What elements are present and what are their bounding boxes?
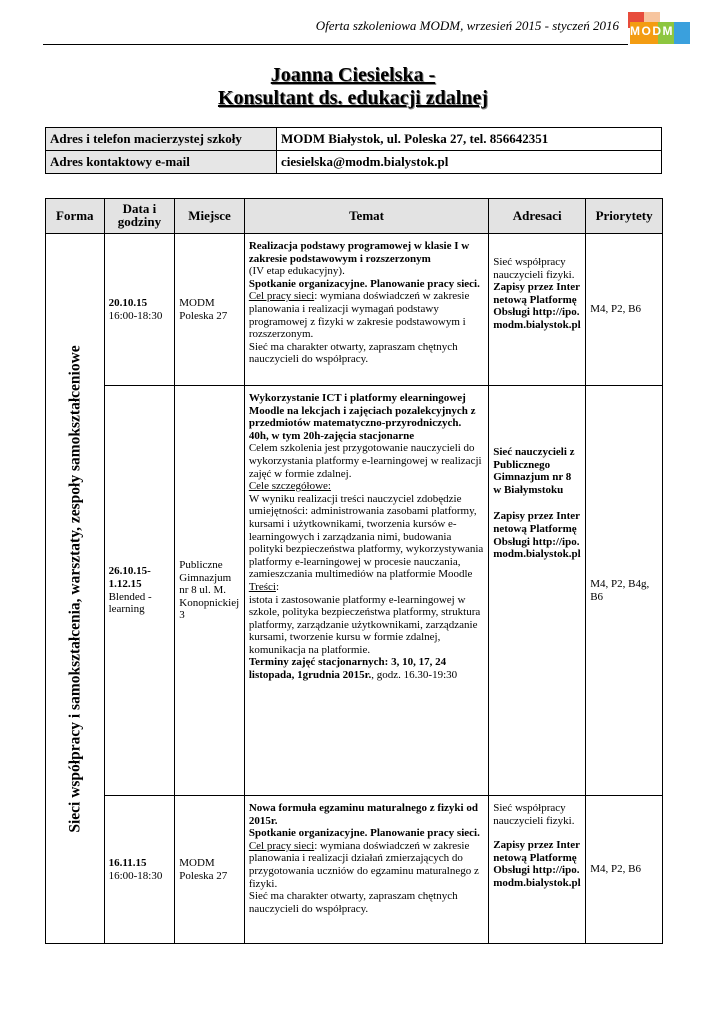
date-hours: 16:00-18:30	[108, 309, 163, 322]
header-place: Miejsce	[175, 199, 245, 234]
contact-table	[45, 127, 662, 174]
date-cell	[104, 796, 175, 944]
place-cell: Publiczne Gimnazjum nr 8 ul. M. Konopnickiej 3	[175, 386, 245, 796]
date-cell	[104, 386, 175, 796]
header-priorities: Priorytety	[586, 199, 663, 234]
topic-goal	[249, 840, 484, 890]
contact-row	[46, 151, 662, 174]
priorities-cell: M4, P2, B6	[586, 234, 663, 386]
header-forma: Forma	[46, 199, 105, 234]
forma-cell	[46, 234, 105, 944]
contact-row	[46, 128, 662, 151]
header-rule	[43, 44, 628, 45]
topic-subheading	[249, 581, 484, 594]
topic-title: Nowa formuła egzaminu maturalnego z fizyki od 2015r.	[248, 802, 478, 827]
table-header-row	[46, 199, 663, 234]
table-row	[46, 234, 663, 386]
date-hours: 16:00-18:30	[108, 869, 163, 882]
spacer	[493, 827, 581, 839]
contact-value: MODM Białystok, ul. Poleska 27, tel. 856642351	[277, 128, 662, 151]
title-line-1: Joanna Ciesielska -	[270, 64, 436, 86]
recipients-cell	[489, 386, 586, 796]
topic-text: Celem szkolenia jest przygotowanie nauczycieli do wykorzystania platformy e-learningowej w realizacji zajęć w formie zdalnej.	[248, 442, 482, 480]
topic-goal	[249, 290, 484, 340]
header-date: Data i godziny	[104, 199, 175, 234]
topic-hours: 40h, w tym 20h-zajęcia stacjonarne	[248, 429, 415, 442]
header-text: Oferta szkoleniowa MODM, wrzesień 2015 - styczeń 2016	[315, 18, 619, 33]
table-row	[46, 386, 663, 796]
header-recipients: Adresaci	[489, 199, 586, 234]
topic-subheading: Cele szczegółowe:	[248, 480, 331, 493]
recipients-cell	[489, 234, 586, 386]
place-cell: MODM Poleska 27	[175, 234, 245, 386]
goal-text: : wymiana doświadczeń w zakresie planowania i realizacji działań zmierzających do przygotowania uczniów do egzaminu maturalnego z fizyki.	[248, 839, 479, 890]
place-cell: MODM Poleska 27	[175, 796, 245, 944]
topic-bold: Spotkanie organizacyjne. Planowanie pracy sieci.	[248, 277, 480, 290]
schedule-table	[45, 198, 663, 944]
goal-label: Cel pracy sieci	[248, 290, 315, 303]
topic-cell	[244, 234, 488, 386]
topic-text: Sieć ma charakter otwarty, zapraszam chętnych nauczycieli do współpracy.	[248, 890, 458, 915]
recipients-text: Sieć współpracy nauczycieli fizyki.	[493, 802, 575, 827]
dates-bold: Terminy zajęć stacjonarnych: 3, 10, 17, 24 listopada, 1grudnia 2015r.	[248, 656, 447, 682]
topic-text: istota i zastosowanie platformy e-learningowej w szkole, polityka bezpieczeństwa platformy, struktura platformy, zarządzanie użytkownikami, zarządzanie kursami, tworzenie kursu w formie zdalnej, komunikacja na platformie.	[248, 593, 481, 656]
date-mode: Blended - learning	[108, 590, 152, 616]
dates-time: , godz. 16.30-19:30	[371, 669, 458, 682]
topic-cell	[244, 386, 488, 796]
contents-label: Treści	[248, 580, 276, 593]
topic-bold: Spotkanie organizacyjne. Planowanie pracy sieci.	[248, 827, 480, 840]
page-title	[43, 64, 663, 110]
recipients-cell	[489, 796, 586, 944]
topic-cell	[244, 796, 488, 944]
date-cell	[104, 234, 175, 386]
signup-link[interactable]: Zapisy przez Internetową Platformę Obsługi http://ipo.modm.bialystok.pl	[493, 839, 581, 889]
contact-email[interactable]: ciesielska@modm.bialystok.pl	[277, 151, 662, 174]
topic-dates	[249, 656, 484, 681]
priorities-cell: M4, P2, B6	[586, 796, 663, 944]
signup-link[interactable]: Zapisy przez Internetową Platformę Obsługi http://ipo.modm.bialystok.pl	[493, 281, 581, 331]
title-line-2: Konsultant ds. edukacji zdalnej	[217, 87, 489, 109]
table-row	[46, 796, 663, 944]
topic-text: Sieć ma charakter otwarty, zapraszam chętnych nauczycieli do współpracy.	[248, 340, 458, 366]
goal-label: Cel pracy sieci	[248, 839, 315, 852]
topic-title: Realizacja podstawy programowej w klasie I w zakresie podstawowym i rozszerzonym	[248, 240, 470, 265]
recipients-text: Sieć nauczycieli z Publicznego Gimnazjum nr 8 w Białymstoku	[493, 446, 575, 496]
forma-text: Sieci współpracy i samokształcenia, warsztaty, zespoły samokształceniowe	[66, 344, 84, 833]
goal-text: : wymiana doświadczeń w zakresie planowania i realizacji wymagań podstawy programowej z fizyki w zakresie podstawowym i rozszerzonym.	[248, 290, 470, 341]
priorities-cell: M4, P2, B4g, B6	[586, 386, 663, 796]
signup-link[interactable]: Zapisy przez Internetową Platformę Obsługi http://ipo.modm.bialystok.pl	[493, 510, 581, 561]
logo-text: MODM	[630, 24, 674, 38]
date-range: 20.10.15	[108, 296, 148, 309]
date-range: 16.11.15	[108, 856, 147, 869]
contact-label: Adres kontaktowy e-mail	[46, 151, 277, 174]
recipients-text: Sieć współpracy nauczycieli fizyki.	[493, 256, 575, 281]
topic-text: W wyniku realizacji treści nauczyciel zdobędzie umiejętności: administrowania zasobami platformy, kursami i użytkownikami, tworzenia kursów e-learningowych i zarządzania nimi, budowania polityki bezpieczeństwa platformy, wykorzystywania platformy e-learningowej w procesie nauczania, zamieszczania multimediów na platformie Moodle	[248, 492, 484, 581]
contact-label: Adres i telefon macierzystej szkoły	[46, 128, 277, 151]
contents-colon: :	[275, 580, 279, 593]
topic-text: (IV etap edukacyjny).	[248, 265, 345, 278]
modm-logo	[628, 12, 690, 48]
date-range: 26.10.15-1.12.15	[108, 565, 151, 590]
topic-title: Wykorzystanie ICT i platformy elearningowej Moodle na lekcjach i zajęciach pozalekcyjnych z przedmiotów matematyczno-przyrodniczych.	[248, 392, 476, 430]
spacer	[493, 496, 581, 510]
header-topic: Temat	[244, 199, 488, 234]
